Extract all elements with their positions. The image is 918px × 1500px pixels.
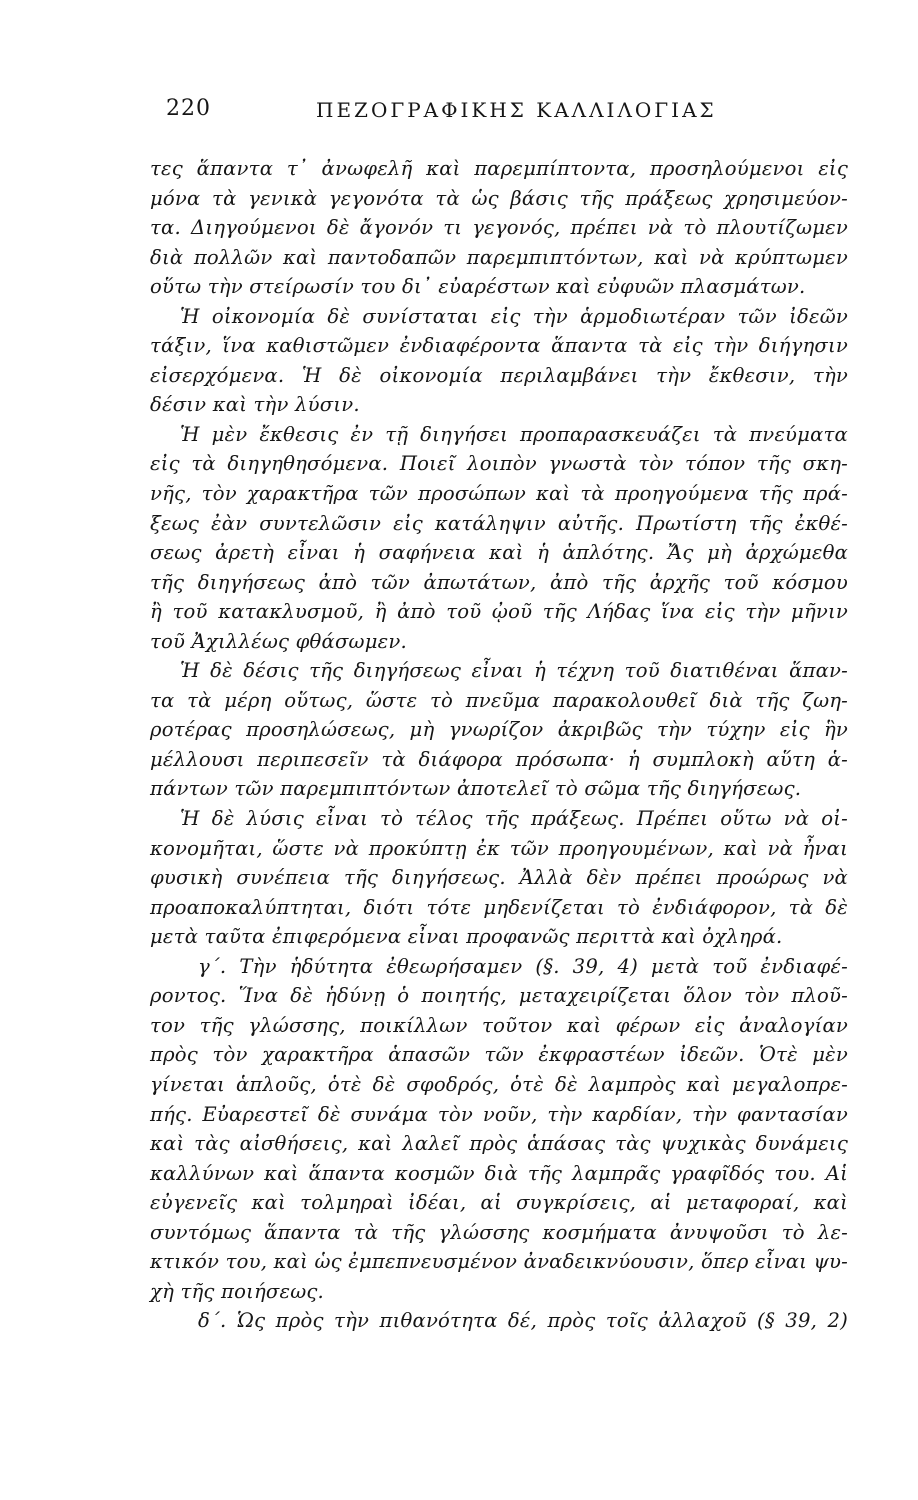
text-line: πής. Εὐαρεστεῖ δὲ συνάμα τὸν νοῦν, τὴν καρδίαν, τὴν φαντασίαν [150,1102,848,1126]
text-line: τες ἅπαντα τ᾽ ἀνωφελῆ καὶ παρεμπίπτοντα, προσηλούμενοι εἰς [150,157,848,180]
text-line: νῆς, τὸν χαρακτῆρα τῶν προσώπων καὶ τὰ προηγούμενα τῆς πρά- [150,482,848,506]
text-line: τα. Διηγούμενοι δὲ ἄγονόν τι γεγονός, πρέπει νὰ τὸ πλουτίζωμεν [150,216,848,240]
text-line: τῆς διηγήσεως ἀπὸ τῶν ἀπωτάτων, ἀπὸ τῆς ἀρχῆς τοῦ κόσμου [150,570,848,594]
text-line: τον τῆς γλώσσης, ποικίλλων τοῦτον καὶ φέρων εἰς ἀναλογίαν [150,1013,848,1037]
text-line: ἢ τοῦ κατακλυσμοῦ, ἢ ἀπὸ τοῦ ᾠοῦ τῆς Λήδας ἵνα εἰς τὴν μῆνιν [150,600,848,624]
text-line: ξεως ἐὰν συντελῶσιν εἰς κατάληψιν αὐτῆς. Πρωτίστη τῆς ἐκθέ- [150,511,848,535]
text-line: πάντων τῶν παρεμπιπτόντων ἀποτελεῖ τὸ σῶμα τῆς διηγήσεως. [150,777,802,801]
text-line: Ἡ μὲν ἔκθεσις ἐν τῇ διηγήσει προπαρασκευάζει τὰ πνεύματα [180,422,848,446]
text-line: τάξιν, ἵνα καθιστῶμεν ἐνδιαφέροντα ἅπαντα τὰ εἰς τὴν διήγησιν [150,334,848,358]
running-head [150,90,850,130]
text-line: προαποκαλύπτηται, διότι τότε μηδενίζεται τὸ ἐνδιάφορον, τὰ δὲ [150,895,848,919]
text-line: μετὰ ταῦτα ἐπιφερόμενα εἶναι προφανῶς περιττὰ καὶ ὀχληρά. [150,925,783,949]
text-line: δέσιν καὶ τὴν λύσιν. [150,393,360,417]
text-line: ροντος. Ἵνα δὲ ἡδύνῃ ὁ ποιητής, μεταχειρίζεται ὅλον τὸν πλοῦ- [150,984,848,1008]
text-line: τοῦ Ἀχιλλέως φθάσωμεν. [150,629,407,653]
text-line: χὴ τῆς ποιήσεως. [150,1279,324,1303]
text-line: διὰ πολλῶν καὶ παντοδαπῶν παρεμπιπτόντων, καὶ νὰ κρύπτωμεν [150,245,848,269]
text-line: πρὸς τὸν χαρακτῆρα ἁπασῶν τῶν ἐκφραστέων ἰδεῶν. Ὁτὲ μὲν [150,1043,848,1067]
page-number: 220 [166,96,211,121]
text-line: εἰς τὰ διηγηθησόμενα. Ποιεῖ λοιπὸν γνωστὰ τὸν τόπον τῆς σκη- [150,452,848,476]
text-line: γίνεται ἁπλοῦς, ὁτὲ δὲ σφοδρός, ὁτὲ δὲ λαμπρὸς καὶ μεγαλοπρε- [150,1072,848,1096]
text-line: σεως ἀρετὴ εἶναι ἡ σαφήνεια καὶ ἡ ἁπλότης. Ἄς μὴ ἀρχώμεθα [150,541,848,565]
text-line: κτικόν του, καὶ ὡς ἐμπεπνευσμένον ἀναδεικνύουσιν, ὅπερ εἶναι ψυ- [150,1250,848,1274]
text-line: καλλύνων καὶ ἅπαντα κοσμῶν διὰ τῆς λαμπρᾶς γραφῖδός του. Αἱ [150,1161,848,1185]
text-line: τα τὰ μέρη οὕτως, ὥστε τὸ πνεῦμα παρακολουθεῖ διὰ τῆς ζωη- [150,688,848,712]
text-line: δ΄. Ὡς πρὸς τὴν πιθανότητα δέ, πρὸς τοῖς ἀλλαχοῦ (§ 39, 2) [198,1309,848,1333]
text-line: καὶ τὰς αἰσθήσεις, καὶ λαλεῖ πρὸς ἁπάσας τὰς ψυχικὰς δυνάμεις [150,1132,848,1156]
body-text [150,154,848,1336]
text-line: Ἡ δὲ δέσις τῆς διηγήσεως εἶναι ἡ τέχνη τοῦ διατιθέναι ἅπαν- [180,659,848,683]
text-line: εἰσερχόμενα. Ἡ δὲ οἰκονομία περιλαμβάνει τὴν ἔκθεσιν, τὴν [150,363,848,387]
text-line: εὐγενεῖς καὶ τολμηραὶ ἰδέαι, αἱ συγκρίσεις, αἱ μεταφοραί, καὶ [150,1191,848,1215]
text-line: μόνα τὰ γενικὰ γεγονότα τὰ ὡς βάσις τῆς πράξεως χρησιμεύον- [150,186,848,210]
text-line: ροτέρας προσηλώσεως, μὴ γνωρίζον ἀκριβῶς τὴν τύχην εἰς ἣν [150,718,848,742]
text-line: φυσικὴ συνέπεια τῆς διηγήσεως. Ἀλλὰ δὲν πρέπει προώρως νὰ [150,866,848,890]
text-line: μέλλουσι περιπεσεῖν τὰ διάφορα πρόσωπα· ἡ συμπλοκὴ αὕτη ἁ- [150,747,848,771]
text-line: κονομῆται, ὥστε νὰ προκύπτῃ ἐκ τῶν προηγουμένων, καὶ νὰ ἦναι [150,836,848,860]
text-line: συντόμως ἅπαντα τὰ τῆς γλώσσης κοσμήματα ἀνυψοῦσι τὸ λε- [150,1220,848,1244]
text-line: γ΄. Τὴν ἡδύτητα ἐθεωρήσαμεν (§. 39, 4) μετὰ τοῦ ἐνδιαφέ- [198,954,848,978]
text-line: οὕτω τὴν στείρωσίν του δι᾽ εὐαρέστων καὶ εὐφυῶν πλασμάτων. [150,275,806,299]
text-line: Ἡ οἰκονομία δὲ συνίσταται εἰς τὴν ἁρμοδιωτέραν τῶν ἰδεῶν [180,304,848,328]
running-title: ΠΕΖΟΓΡΑΦΙΚΗΣ ΚΑΛΛΙΛΟΓΙΑΣ [316,98,717,122]
text-line: Ἡ δὲ λύσις εἶναι τὸ τέλος τῆς πράξεως. Πρέπει οὕτω νὰ οἰ- [180,807,848,831]
book-page [150,90,850,1333]
